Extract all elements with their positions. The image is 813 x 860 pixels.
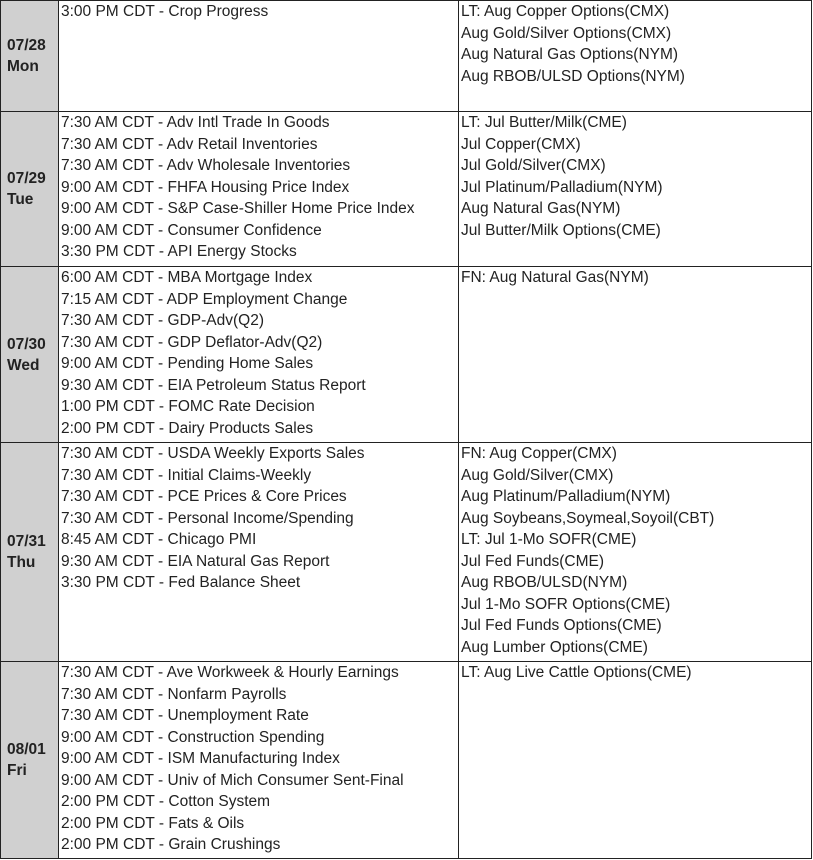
row-date: 08/01 xyxy=(7,741,46,758)
event-item: 7:30 AM CDT - Adv Intl Trade In Goods xyxy=(61,114,330,131)
expiration-item: Aug Natural Gas(NYM) xyxy=(461,200,621,217)
event-item: 7:30 AM CDT - PCE Prices & Core Prices xyxy=(61,488,347,505)
event-item: 9:30 AM CDT - EIA Natural Gas Report xyxy=(61,552,330,570)
expirations-cell xyxy=(459,443,812,662)
date-cell xyxy=(1,112,59,267)
event-item: 2:00 PM CDT - Cotton System xyxy=(61,793,271,810)
event-item: 3:30 PM CDT - Fed Balance Sheet xyxy=(61,574,301,591)
date-cell xyxy=(1,267,59,443)
event-item: 7:30 AM CDT - Adv Wholesale Inventories xyxy=(61,157,351,174)
event-item: 7:30 AM CDT - Initial Claims-Weekly xyxy=(61,466,312,484)
event-item: 2:00 PM CDT - Fats & Oils xyxy=(61,814,245,832)
expiration-item: Aug Natural Gas Options(NYM) xyxy=(461,46,679,63)
events-cell xyxy=(59,112,459,267)
calendar-row xyxy=(1,112,812,267)
row-date: 07/30 xyxy=(7,335,46,353)
expiration-item: Jul 1-Mo SOFR Options(CME) xyxy=(461,595,671,613)
row-date: 07/29 xyxy=(7,170,46,187)
event-item: 7:30 AM CDT - Ave Workweek & Hourly Earnings xyxy=(61,664,399,681)
row-date: 07/28 xyxy=(7,37,46,54)
row-weekday: Tue xyxy=(7,191,34,208)
expiration-item: Aug Gold/Silver Options(CMX) xyxy=(461,24,672,42)
expirations-cell xyxy=(459,1,812,112)
expiration-item: Jul Copper(CMX) xyxy=(461,135,581,153)
calendar-row xyxy=(1,662,812,859)
expiration-item: Aug Platinum/Palladium(NYM) xyxy=(461,488,671,505)
expirations-cell xyxy=(459,662,812,859)
expiration-item: Aug Gold/Silver(CMX) xyxy=(461,466,614,484)
row-weekday: Thu xyxy=(7,554,36,571)
event-item: 6:00 AM CDT - MBA Mortgage Index xyxy=(61,269,313,286)
date-cell xyxy=(1,1,59,112)
event-item: 3:00 PM CDT - Crop Progress xyxy=(61,3,269,20)
expirations-cell xyxy=(459,267,812,443)
expiration-item: Aug Lumber Options(CME) xyxy=(461,638,648,656)
events-cell xyxy=(59,267,459,443)
event-item: 2:00 PM CDT - Grain Crushings xyxy=(61,836,281,853)
row-weekday: Mon xyxy=(7,58,39,75)
expiration-item: Aug RBOB/ULSD Options(NYM) xyxy=(461,67,685,85)
event-item: 9:00 AM CDT - S&P Case-Shiller Home Price Index xyxy=(61,200,415,217)
expiration-item: Aug Soybeans,Soymeal,Soyoil(CBT) xyxy=(461,509,715,527)
row-weekday: Wed xyxy=(7,356,40,374)
event-item: 7:30 AM CDT - Unemployment Rate xyxy=(61,707,309,724)
expiration-item: LT: Jul Butter/Milk(CME) xyxy=(461,114,627,131)
expiration-item: Jul Fed Funds Options(CME) xyxy=(461,617,662,634)
event-item: 8:45 AM CDT - Chicago PMI xyxy=(61,531,257,548)
event-item: 7:15 AM CDT - ADP Employment Change xyxy=(61,290,348,308)
event-item: 7:30 AM CDT - Adv Retail Inventories xyxy=(61,135,318,153)
expiration-item: LT: Aug Live Cattle Options(CME) xyxy=(461,664,692,681)
event-item: 7:30 AM CDT - Nonfarm Payrolls xyxy=(61,685,287,703)
expiration-item: Aug RBOB/ULSD(NYM) xyxy=(461,574,628,591)
events-cell xyxy=(59,1,459,112)
event-item: 1:00 PM CDT - FOMC Rate Decision xyxy=(61,398,315,415)
date-cell xyxy=(1,443,59,662)
event-item: 9:00 AM CDT - ISM Manufacturing Index xyxy=(61,750,340,767)
event-item: 9:00 AM CDT - Consumer Confidence xyxy=(61,221,322,239)
expirations-cell xyxy=(459,112,812,267)
event-item: 7:30 AM CDT - GDP Deflator-Adv(Q2) xyxy=(61,333,323,351)
row-weekday: Fri xyxy=(7,762,27,779)
event-item: 9:00 AM CDT - Univ of Mich Consumer Sent-Final xyxy=(61,771,404,789)
event-item: 9:30 AM CDT - EIA Petroleum Status Report xyxy=(61,376,366,394)
expiration-item: Jul Gold/Silver(CMX) xyxy=(461,157,606,174)
calendar-row xyxy=(1,267,812,443)
expiration-item: FN: Aug Natural Gas(NYM) xyxy=(461,269,649,286)
event-item: 9:00 AM CDT - Pending Home Sales xyxy=(61,355,314,372)
expiration-item: Jul Butter/Milk Options(CME) xyxy=(461,221,661,239)
event-item: 9:00 AM CDT - FHFA Housing Price Index xyxy=(61,178,350,196)
event-item: 2:00 PM CDT - Dairy Products Sales xyxy=(61,419,314,437)
expiration-item: LT: Jul 1-Mo SOFR(CME) xyxy=(461,531,637,548)
calendar-row xyxy=(1,1,812,112)
expiration-item: LT: Aug Copper Options(CMX) xyxy=(461,3,670,20)
event-item: 7:30 AM CDT - GDP-Adv(Q2) xyxy=(61,312,264,329)
row-date: 07/31 xyxy=(7,533,46,550)
event-item: 7:30 AM CDT - USDA Weekly Exports Sales xyxy=(61,445,365,462)
expiration-item: Jul Platinum/Palladium(NYM) xyxy=(461,178,663,196)
date-cell xyxy=(1,662,59,859)
events-cell xyxy=(59,662,459,859)
events-cell xyxy=(59,443,459,662)
event-item: 7:30 AM CDT - Personal Income/Spending xyxy=(61,509,354,527)
calendar-body xyxy=(1,1,812,859)
event-item: 3:30 PM CDT - API Energy Stocks xyxy=(61,243,297,260)
calendar-row xyxy=(1,443,812,662)
event-item: 9:00 AM CDT - Construction Spending xyxy=(61,728,325,746)
expiration-item: FN: Aug Copper(CMX) xyxy=(461,445,617,462)
expiration-item: Jul Fed Funds(CME) xyxy=(461,552,604,570)
